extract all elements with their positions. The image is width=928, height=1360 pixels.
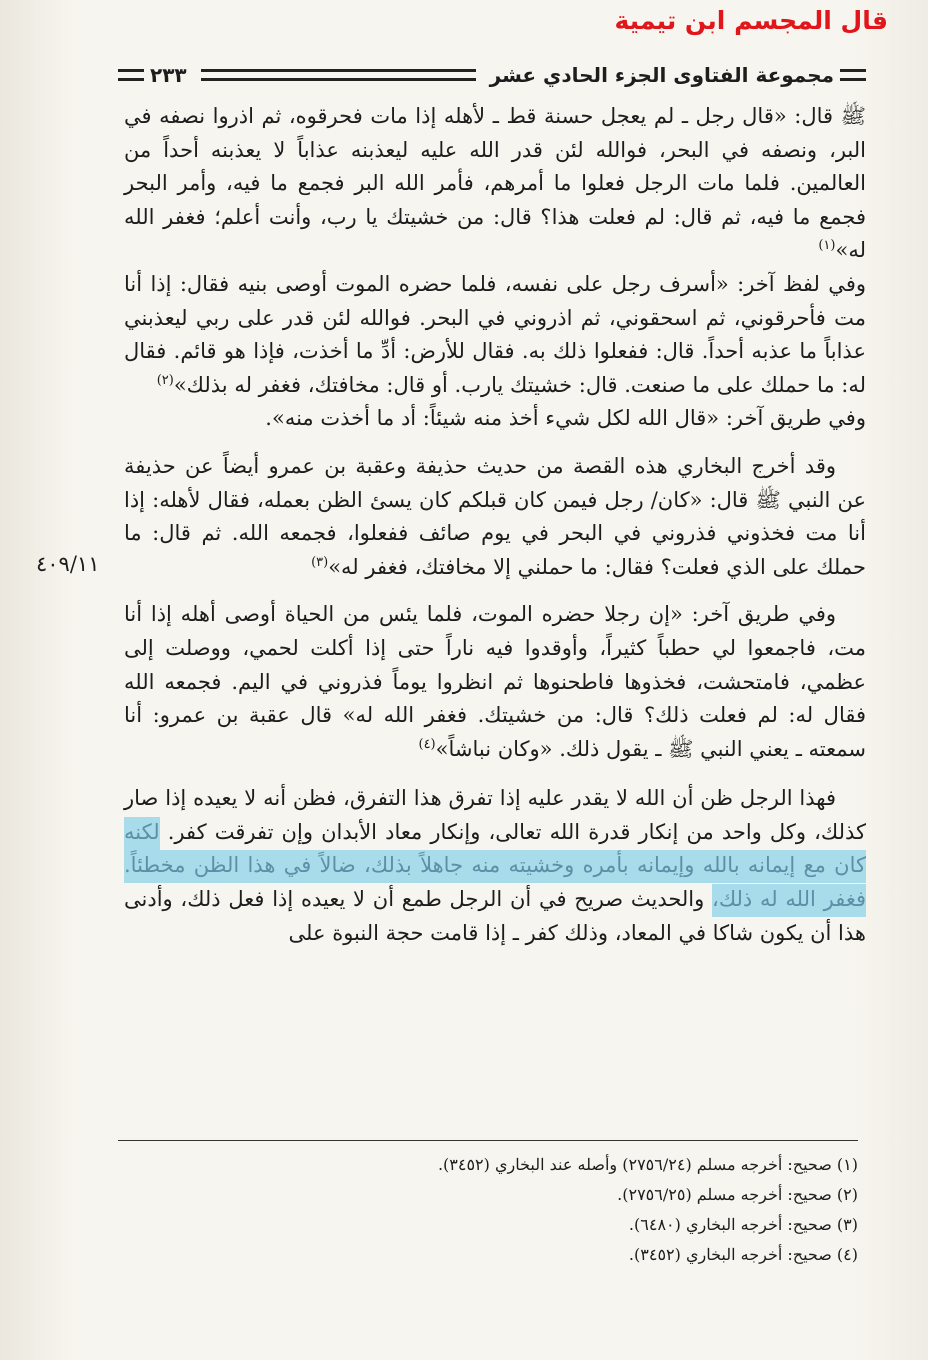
footnote: (٢) صحيح: أخرجه مسلم (٢٧٥٦/٢٥). (617, 1185, 858, 1204)
paragraph: وفي لفظ آخر: «أسرف رجل على نفسه، فلما حضره الموت أوصى بنيه فقال: إذا أنا مت فأحرقوني، ثم اسحقوني، ثم اذروني في البحر. فوالله لئن قدر على ربي ليعذبني عذاباً ما عذبه أحداً. قال: ففعلوا ذلك به. فقال للأرض: أدِّ ما أخذت، فإذا هو قائم. فقال له: ما حملك على ما صنعت. قال: خشيتك يارب. أو قال: مخافتك، فغفر له بذلك»$^{(٢)}$ (124, 271, 866, 397)
paragraph: وفي طريق آخر: «قال الله لكل شيء أخذ منه شيئاً: أد ما أخذت منه». (265, 406, 866, 431)
paragraph-with-highlight: فهذا الرجل ظن أن الله لا يقدر عليه إذا تفرق هذا التفرق، فظن أنه لا يعيده إذا صار كذلك، وكل واحد من إنكار قدرة الله تعالى، وإنكار معاد الأبدان وإن تفرقت كفر. لكنه كان مع إيمانه بالله وإيمانه بأمره وخشيته منه جاهلاً بذلك، ضالاً في هذا الظن مخطئاً. فغفر الله له ذلك، والحديث صريح في أن الرجل طمع أن لا يعيده إذا فعل ذلك، وأدنى هذا أن يكون شاكا في المعاد، وذلك كفر ـ إذا قامت حجة النبوة على (124, 786, 866, 945)
footnote: (٣) صحيح: أخرجه البخاري (٦٤٨٠). (628, 1215, 858, 1234)
footnote-marker: (١) (818, 238, 836, 254)
main-text (124, 100, 866, 950)
header-rule-end (118, 69, 144, 81)
footnote-marker: (٤) (418, 736, 436, 752)
header-title: مجموعة الفتاوى الجزء الحادي عشر (489, 63, 834, 87)
footnote-marker: (٢) (156, 372, 174, 388)
footnote: (٤) صحيح: أخرجه البخاري (٣٤٥٢). (628, 1245, 858, 1264)
page-number: ٢٣٣ (150, 63, 187, 87)
highlighted-text: لكنه كان مع إيمانه بالله وإيمانه بأمره وخشيته منه جاهلاً بذلك، ضالاً في هذا الظن مخطئاً. فغفر الله له ذلك، (124, 817, 866, 917)
header-rule-end (840, 69, 866, 81)
header-rule (201, 69, 476, 81)
paragraph: ﷺ قال: «قال رجل ـ لم يعجل حسنة قط ـ لأهله إذا مات فحرقوه، ثم اذروا نصفه في البر، ونصفه في البحر، فوالله لئن قدر الله عليه ليعذبنه عذاباً لا يعذبنه أحداً من العالمين. فلما مات الرجل فعلوا ما أمرهم، فأمر الله البر فجمع ما فيه، وأمر البحر فجمع ما فيه، ثم قال: لم فعلت هذا؟ قال: من خشيتك يا رب، وأنت أعلم؛ فغفر الله له»$^{(١)}$ (124, 104, 866, 263)
margin-reference: ٤٠٩/١١ (36, 552, 100, 576)
running-header (118, 60, 866, 90)
footnotes (118, 1150, 858, 1270)
paragraph: وفي طريق آخر: «إن رجلا حضره الموت، فلما يئس من الحياة أوصى أهله إذا أنا مت، فاجمعوا لي حطباً كثيراً، وأوقدوا فيه ناراً حتى إذا أكلت لحمي، ووصلت إلى عظمي، فامتحشت، فخذوها فاطحنوها ثم انظروا يوماً فذروني في اليم. فجمعه الله فقال له: لم فعلت ذلك؟ قال: من خشيتك. فغفر الله له» قال عقبة بن عمرو: أنا سمعته ـ يعني النبي ﷺ ـ يقول ذلك. «وكان نباشاً»$^{(٤)}$ (124, 602, 866, 761)
footnote-marker: (٣) (311, 554, 329, 570)
paragraph: وقد أخرج البخاري هذه القصة من حديث حذيفة وعقبة بن عمرو أيضاً عن حذيفة عن النبي ﷺ قال: «كان/ رجل فيمن كان قبلكم كان يسئ الظن بعمله، فقال لأهله: إذا أنا مت فخذوني فذروني في البحر في يوم صائف ففعلوا، فجمعه الله. ثم قال: ما حملك على الذي فعلت؟ فقال: ما حملني إلا مخافتك، فغفر له»$^{(٣)}$ (124, 453, 866, 579)
footnote-divider (118, 1140, 858, 1141)
red-annotation-title: قال المجسم ابن تيمية (614, 6, 888, 35)
footnote: (١) صحيح: أخرجه مسلم (٢٧٥٦/٢٤) وأصله عند البخاري (٣٤٥٢). (437, 1155, 858, 1174)
